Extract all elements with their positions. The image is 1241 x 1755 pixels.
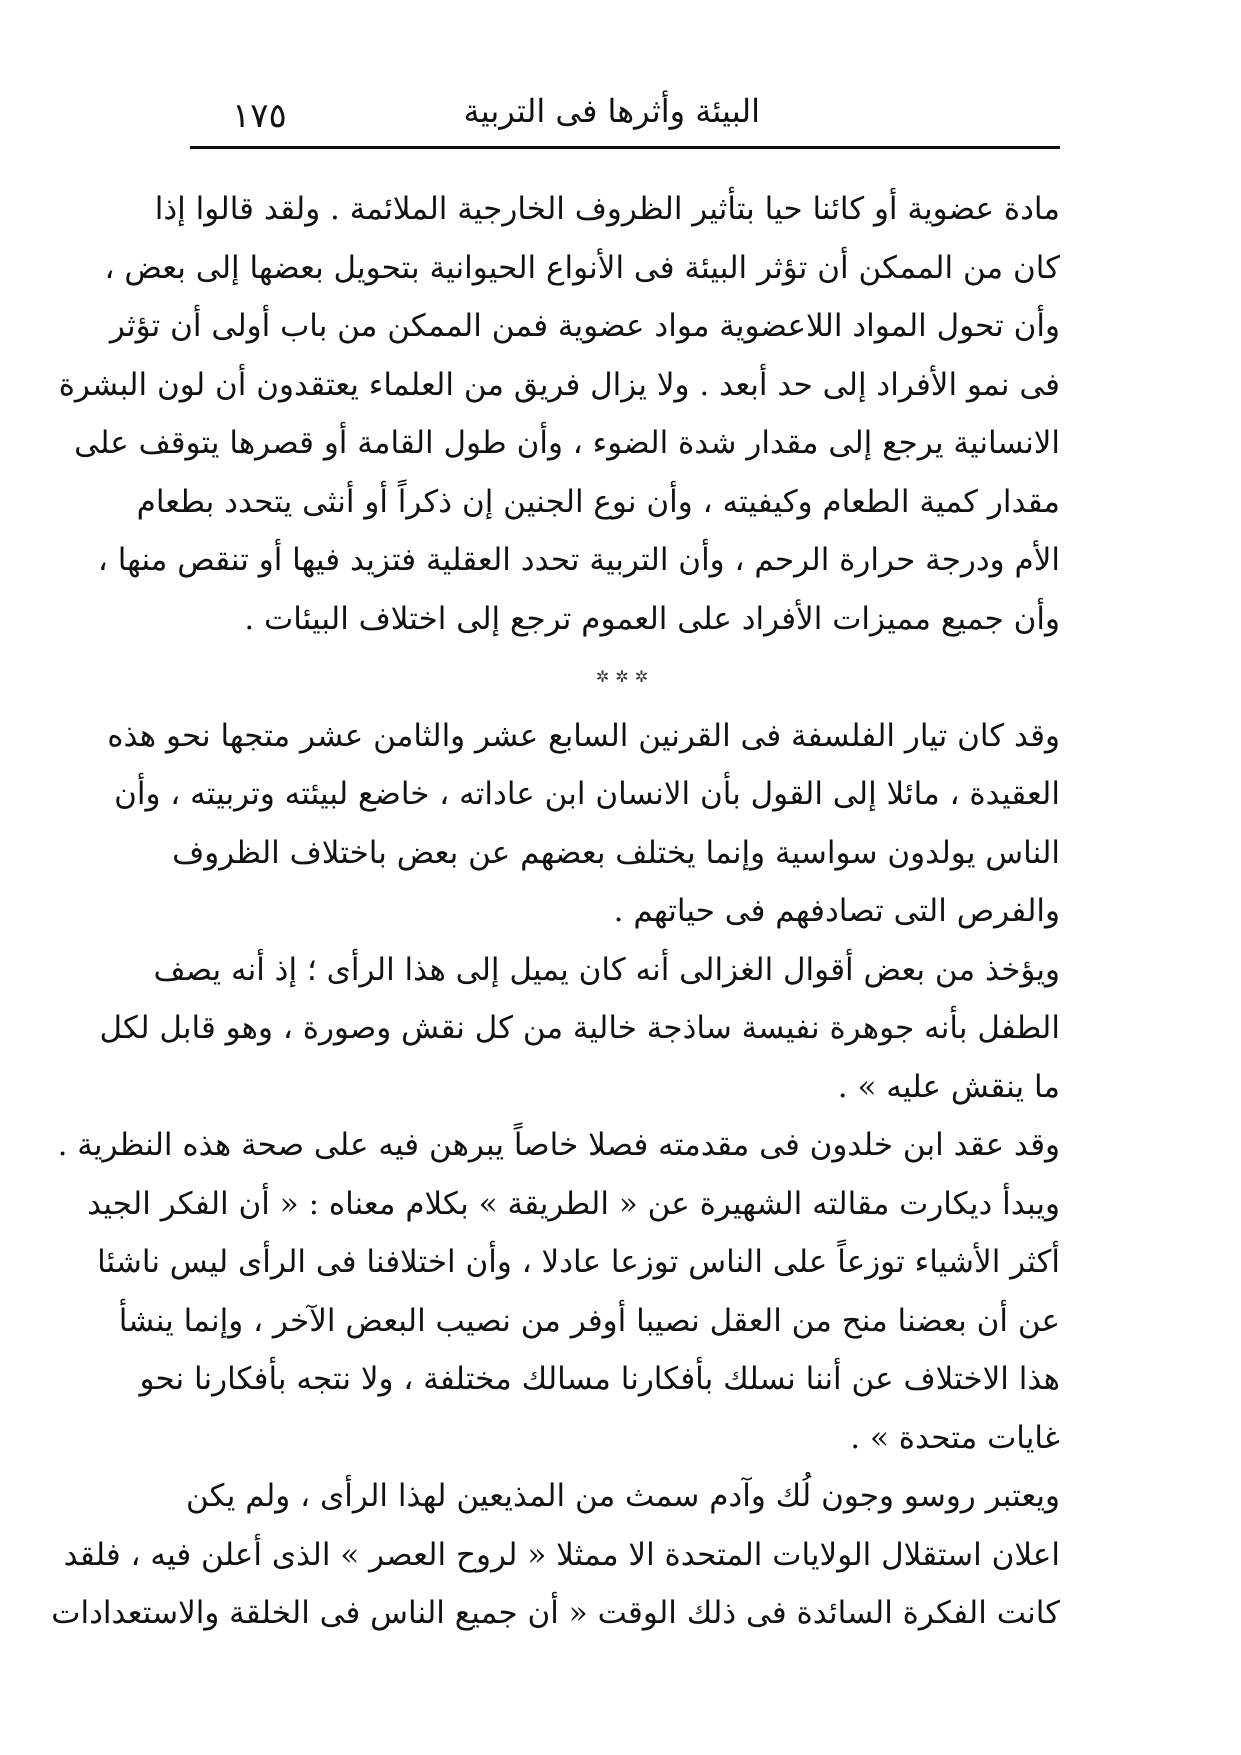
text-line: عن أن بعضنا منح من العقل نصيبا أوفر من نصيب البعض الآخر ، وإنما ينشأ [118,1302,1060,1339]
text-line: غايات متحدة » . [850,1419,1060,1456]
text-line: والفرص التى تصادفهم فى حياتهم . [613,893,1060,929]
body-text [51,180,1060,1643]
page-header [190,88,1060,148]
text-line: الناس يولدون سواسية وإنما يختلف بعضهم عن بعض باختلاف الظروف [172,834,1060,871]
text-line: ما ينقش عليه » . [837,1068,1060,1105]
header-rule [190,146,1060,149]
text-line: وقد كان تيار الفلسفة فى القرنين السابع عشر والثامن عشر متجها نحو هذه [107,717,1060,754]
section-separator: ✲✲✲ [595,667,655,686]
text-line: ويعتبر روسو وجون لُك وآدم سمث من المذيعين لهذا الرأى ، ولم يكن [186,1478,1060,1514]
text-line: الانسانية يرجع إلى مقدار شدة الضوء ، وأن طول القامة أو قصرها يتوقف على [74,425,1060,461]
text-line: وأن جميع مميزات الأفراد على العموم ترجع إلى اختلاف البيئات . [244,600,1060,637]
text-line: فى نمو الأفراد إلى حد أبعد . ولا يزال فريق من العلماء يعتقدون أن لون البشرة [58,366,1060,403]
text-line: ويبدأ ديكارت مقالته الشهيرة عن « الطريقة » بكلام معناه : « أن الفكر الجيد [87,1185,1060,1222]
text-line: مقدار كمية الطعام وكيفيته ، وأن نوع الجنين إن ذكراً أو أنثى يتحدد بطعام [136,483,1060,520]
text-line: كان من الممكن أن تؤثر البيئة فى الأنواع الحيوانية بتحويل بعضها إلى بعض ، [104,249,1060,286]
text-line: هذا الاختلاف عن أننا نسلك بأفكارنا مسالك مختلفة ، ولا نتجه بأفكارنا نحو [139,1361,1060,1397]
text-line: العقيدة ، مائلا إلى القول بأن الانسان ابن عاداته ، خاضع لبيئته وتربيته ، وأن [114,776,1060,812]
text-line: ويؤخذ من بعض أقوال الغزالى أنه كان يميل إلى هذا الرأى ؛ إذ أنه يصف [153,951,1060,988]
text-line: الطفل بأنه جوهرة نفيسة ساذجة خالية من كل نقش وصورة ، وهو قابل لكل [99,1010,1060,1046]
text-line: وأن تحول المواد اللاعضوية مواد عضوية فمن الممكن من باب أولى أن تؤثر [109,308,1060,344]
text-line: مادة عضوية أو كائنا حيا بتأثير الظروف الخارجية الملائمة . ولقد قالوا إذا [154,191,1060,227]
text-line: الأم ودرجة حرارة الرحم ، وأن التربية تحدد العقلية فتزيد فيها أو تنقص منها ، [97,542,1060,578]
page-number: ١٧٥ [232,96,287,136]
running-title: البيئة وأثرها فى التربية [463,92,760,130]
text-line: أكثر الأشياء توزعاً على الناس توزعا عادلا ، وأن اختلافنا فى الرأى ليس ناشئا [97,1244,1060,1280]
text-line: كانت الفكرة السائدة فى ذلك الوقت « أن جميع الناس فى الخلقة والاستعدادات [51,1595,1060,1631]
text-line: وقد عقد ابن خلدون فى مقدمته فصلا خاصاً يبرهن فيه على صحة هذه النظرية . [57,1127,1060,1163]
text-line: اعلان استقلال الولايات المتحدة الا ممثلا « لروح العصر » الذى أعلن فيه ، فلقد [63,1536,1060,1573]
